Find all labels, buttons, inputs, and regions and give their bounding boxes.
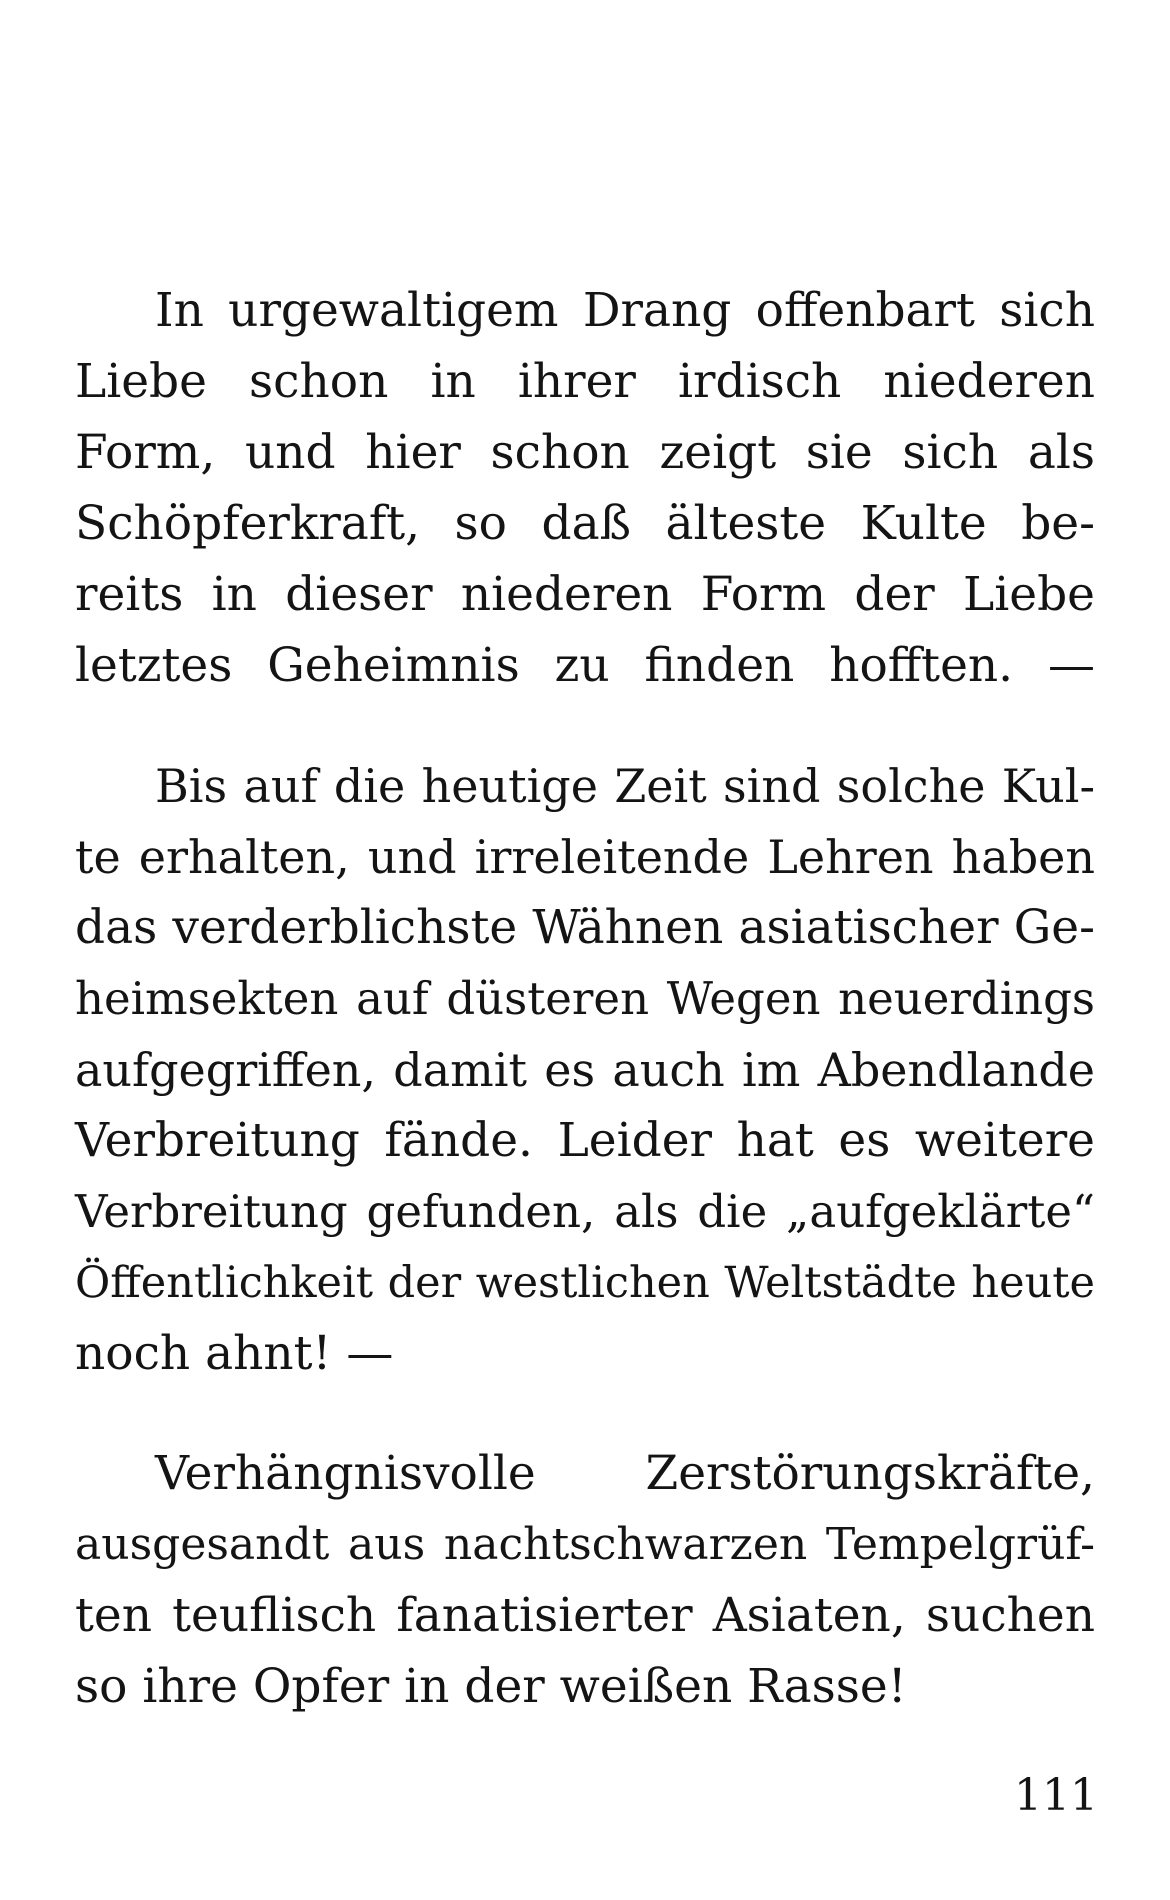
text-line: Bis auf die heutige Zeit sind solche Kul- (155, 759, 1095, 813)
text-line: letztes Geheimnis zu finden hofften. — (75, 638, 1095, 693)
text-line: Liebe schon in ihrer irdisch niederen (75, 354, 1095, 409)
text-line: das verderblichste Wähnen asiatischer Ge- (75, 900, 1095, 955)
text-line: Verbreitung fände. Leider hat es weitere (75, 1113, 1095, 1168)
text-line: Öffentlichkeit der westlichen Weltstädte heute (75, 1258, 1095, 1308)
text-line: so ihre Opfer in der weißen Rasse! (75, 1659, 907, 1714)
text-line: Form, und hier schon zeigt sie sich als (75, 425, 1095, 480)
page-number: 111 (1014, 1770, 1098, 1821)
text-line: noch ahnt! — (75, 1326, 394, 1381)
text-line: ten teuflisch fanatisierter Asiaten, suchen (75, 1588, 1095, 1643)
text-line: In urgewaltigem Drang offenbart sich (155, 283, 1095, 338)
text-line: ausgesandt aus nachtschwarzen Tempelgrüf- (75, 1519, 1095, 1570)
text-line: Schöpferkraft, so daß älteste Kulte be- (75, 496, 1095, 551)
text-line: aufgegriffen, damit es auch im Abendlande (75, 1043, 1095, 1097)
text-line: Verhängnisvolle Zerstörungskräfte, (155, 1446, 1095, 1501)
text-line: te erhalten, und irreleitende Lehren haben (75, 830, 1095, 884)
text-line: reits in dieser niederen Form der Liebe (75, 567, 1095, 622)
text-line: Verbreitung gefunden, als die „aufgeklärte“ (75, 1185, 1095, 1238)
text-line: heimsekten auf düsteren Wegen neuerdings (75, 972, 1095, 1025)
